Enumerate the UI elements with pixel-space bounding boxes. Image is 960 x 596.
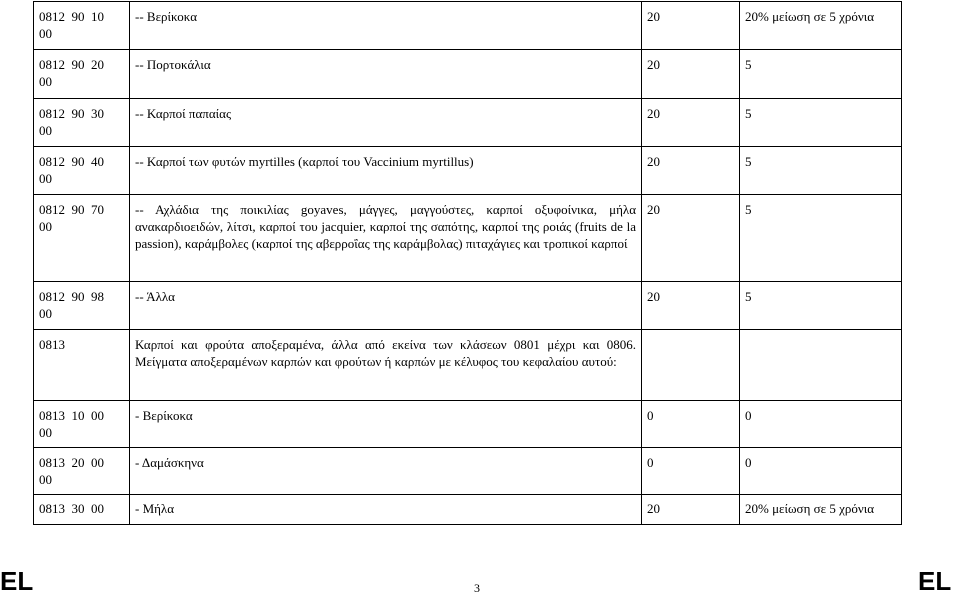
base-rate-cell: 20 (642, 495, 740, 525)
cn-code-cell: 0812 90 10 00 (34, 2, 130, 50)
staging-cell: 5 (740, 147, 902, 195)
base-rate-cell: 20 (642, 147, 740, 195)
table-row (34, 401, 902, 448)
table-row (34, 195, 902, 282)
cn-code-cell: 0812 90 98 00 (34, 282, 130, 330)
table-row (34, 50, 902, 99)
description-cell: -- Πορτοκάλια (130, 50, 642, 99)
staging-cell: 20% μείωση σε 5 χρόνια (740, 2, 902, 50)
base-rate-cell: 20 (642, 50, 740, 99)
cn-code-cell: 0812 90 20 00 (34, 50, 130, 99)
base-rate-cell: 20 (642, 282, 740, 330)
footer-language-mark-left: EL (0, 566, 34, 596)
staging-cell: 5 (740, 50, 902, 99)
description-cell: -- Άλλα (130, 282, 642, 330)
cn-code-cell: 0812 90 40 00 (34, 147, 130, 195)
staging-cell: 5 (740, 282, 902, 330)
staging-cell: 0 (740, 448, 902, 495)
table-row (34, 330, 902, 401)
cn-code-cell: 0813 20 00 00 (34, 448, 130, 495)
staging-cell: 5 (740, 99, 902, 147)
table-row (34, 448, 902, 495)
footer-language-mark-right: EL (918, 566, 952, 596)
staging-cell: 0 (740, 401, 902, 448)
base-rate-cell (642, 330, 740, 401)
table-row (34, 282, 902, 330)
description-cell: - Βερίκοκα (130, 401, 642, 448)
base-rate-cell: 20 (642, 195, 740, 282)
table-row (34, 99, 902, 147)
description-cell: -- Καρποί παπαίας (130, 99, 642, 147)
description-cell: Καρποί και φρούτα αποξεραμένα, άλλα από εκείνα των κλάσεων 0801 μέχρι και 0806. Μείγματα αποξεραμένων καρπών και φρούτων ή καρπών με κέλυφος του κεφαλαίου αυτού: (130, 330, 642, 401)
cn-code-cell: 0812 90 30 00 (34, 99, 130, 147)
base-rate-cell: 0 (642, 448, 740, 495)
cn-code-cell: 0813 10 00 00 (34, 401, 130, 448)
description-cell: - Δαμάσκηνα (130, 448, 642, 495)
cn-code-cell: 0812 90 70 00 (34, 195, 130, 282)
base-rate-cell: 0 (642, 401, 740, 448)
staging-cell: 20% μείωση σε 5 χρόνια (740, 495, 902, 525)
table-row (34, 2, 902, 50)
table-row (34, 147, 902, 195)
base-rate-cell: 20 (642, 2, 740, 50)
page-number: 3 (474, 581, 480, 595)
staging-cell: 5 (740, 195, 902, 282)
description-cell: - Μήλα (130, 495, 642, 525)
staging-cell (740, 330, 902, 401)
description-cell: -- Βερίκοκα (130, 2, 642, 50)
description-cell: -- Αχλάδια της ποικιλίας goyaves, μάγγες, μαγγούστες, καρποί οξυφοίνικα, μήλα ανακαρδιοειδών, λίτσι, καρποί του jacquier, καρποί της σαπότης, καρποί της ροιάς (fruits de la passion), καράμβολες (καρποί της αβερροΐας της καράμβολας) πιταχάγιες και τροπικοί καρποί (130, 195, 642, 282)
description-cell: -- Καρποί των φυτών myrtilles (καρποί του Vaccinium myrtillus) (130, 147, 642, 195)
tariff-table (33, 1, 902, 525)
cn-code-cell: 0813 30 00 (34, 495, 130, 525)
table-row (34, 495, 902, 525)
cn-code-cell: 0813 (34, 330, 130, 401)
base-rate-cell: 20 (642, 99, 740, 147)
